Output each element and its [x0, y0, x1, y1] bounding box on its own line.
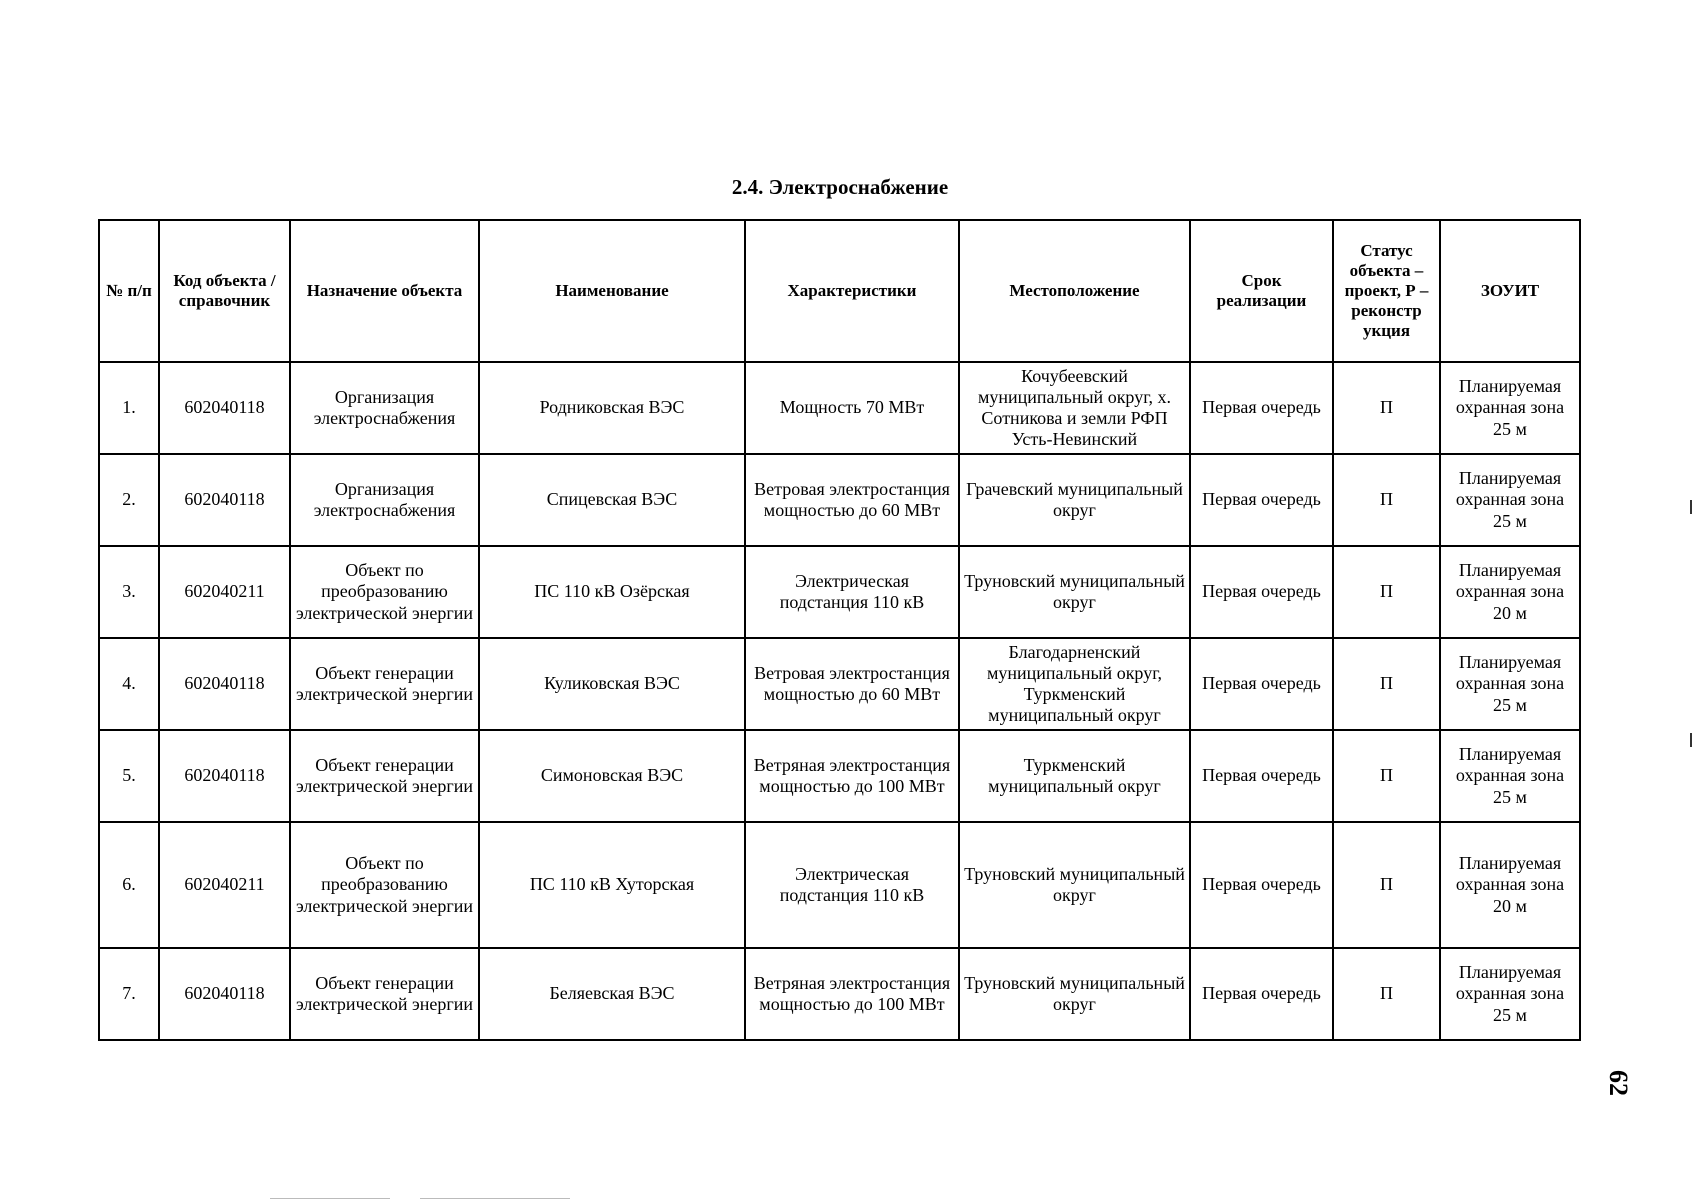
margin-mark — [1690, 500, 1692, 514]
cell-term: Первая очередь — [1190, 638, 1333, 730]
cell-characteristics: Электрическая подстанция 110 кВ — [745, 546, 959, 638]
cell-status: П — [1333, 546, 1440, 638]
cell-location: Благодарненский муниципальный округ, Туркменский муниципальный округ — [959, 638, 1190, 730]
table-row — [99, 822, 1580, 948]
cell-purpose: Объект по преобразованию электрической энергии — [290, 822, 479, 948]
cell-location: Труновский муниципальный округ — [959, 822, 1190, 948]
cell-name: Беляевская ВЭС — [479, 948, 745, 1040]
table-header-row — [99, 220, 1580, 362]
cell-location: Труновский муниципальный округ — [959, 948, 1190, 1040]
cell-term: Первая очередь — [1190, 822, 1333, 948]
header-zouit: ЗОУИТ — [1440, 220, 1580, 362]
header-name: Наименование — [479, 220, 745, 362]
cell-status: П — [1333, 730, 1440, 822]
cell-characteristics: Ветровая электростанция мощностью до 60 МВт — [745, 638, 959, 730]
cell-status: П — [1333, 638, 1440, 730]
cell-term: Первая очередь — [1190, 454, 1333, 546]
cell-object-code: 602040211 — [159, 546, 290, 638]
cell-zouit: Планируемая охранная зона 25 м — [1440, 638, 1580, 730]
cell-status: П — [1333, 454, 1440, 546]
cell-characteristics: Ветряная электростанция мощностью до 100 МВт — [745, 730, 959, 822]
cell-zouit: Планируемая охранная зона 25 м — [1440, 362, 1580, 454]
cell-number: 6. — [99, 822, 159, 948]
margin-mark — [1690, 733, 1692, 747]
cell-name: Куликовская ВЭС — [479, 638, 745, 730]
cell-term: Первая очередь — [1190, 362, 1333, 454]
cell-object-code: 602040118 — [159, 948, 290, 1040]
cell-object-code: 602040118 — [159, 362, 290, 454]
cell-number: 7. — [99, 948, 159, 1040]
cell-number: 4. — [99, 638, 159, 730]
table-row — [99, 546, 1580, 638]
cell-object-code: 602040118 — [159, 730, 290, 822]
cell-zouit: Планируемая охранная зона 20 м — [1440, 822, 1580, 948]
table-row — [99, 948, 1580, 1040]
cell-characteristics: Ветровая электростанция мощностью до 60 МВт — [745, 454, 959, 546]
table-row — [99, 730, 1580, 822]
cell-object-code: 602040211 — [159, 822, 290, 948]
cell-zouit: Планируемая охранная зона 25 м — [1440, 948, 1580, 1040]
cell-name: ПС 110 кВ Хуторская — [479, 822, 745, 948]
cell-name: ПС 110 кВ Озёрская — [479, 546, 745, 638]
cell-purpose: Объект генерации электрической энергии — [290, 638, 479, 730]
cell-term: Первая очередь — [1190, 948, 1333, 1040]
cell-status: П — [1333, 948, 1440, 1040]
cell-object-code: 602040118 — [159, 638, 290, 730]
cell-purpose: Объект генерации электрической энергии — [290, 948, 479, 1040]
header-number: № п/п — [99, 220, 159, 362]
cell-number: 3. — [99, 546, 159, 638]
cell-location: Труновский муниципальный округ — [959, 546, 1190, 638]
cell-location: Туркменский муниципальный округ — [959, 730, 1190, 822]
cell-number: 2. — [99, 454, 159, 546]
cell-purpose: Организация электроснабжения — [290, 362, 479, 454]
header-term: Срок реализации — [1190, 220, 1333, 362]
cell-zouit: Планируемая охранная зона 25 м — [1440, 730, 1580, 822]
cell-term: Первая очередь — [1190, 546, 1333, 638]
cell-characteristics: Электрическая подстанция 110 кВ — [745, 822, 959, 948]
cell-zouit: Планируемая охранная зона 25 м — [1440, 454, 1580, 546]
scan-artifact — [420, 1198, 570, 1199]
table-row — [99, 454, 1580, 546]
cell-purpose: Объект генерации электрической энергии — [290, 730, 479, 822]
cell-status: П — [1333, 362, 1440, 454]
table-row — [99, 362, 1580, 454]
cell-term: Первая очередь — [1190, 730, 1333, 822]
cell-name: Симоновская ВЭС — [479, 730, 745, 822]
cell-object-code: 602040118 — [159, 454, 290, 546]
cell-characteristics: Ветряная электростанция мощностью до 100 МВт — [745, 948, 959, 1040]
cell-zouit: Планируемая охранная зона 20 м — [1440, 546, 1580, 638]
cell-name: Спицевская ВЭС — [479, 454, 745, 546]
cell-location: Кочубеевский муниципальный округ, х. Сотникова и земли РФП Усть-Невинский — [959, 362, 1190, 454]
cell-purpose: Организация электроснабжения — [290, 454, 479, 546]
cell-name: Родниковская ВЭС — [479, 362, 745, 454]
page-number: 62 — [1604, 1070, 1633, 1096]
header-location: Местоположение — [959, 220, 1190, 362]
cell-number: 5. — [99, 730, 159, 822]
header-characteristics: Характеристики — [745, 220, 959, 362]
cell-characteristics: Мощность 70 МВт — [745, 362, 959, 454]
header-status: Статус объекта – проект, Р – реконстр укция — [1333, 220, 1440, 362]
power-supply-table — [98, 219, 1581, 1041]
cell-location: Грачевский муниципальный округ — [959, 454, 1190, 546]
table-row — [99, 638, 1580, 730]
section-title: 2.4. Электроснабжение — [731, 175, 949, 199]
header-purpose: Назначение объекта — [290, 220, 479, 362]
header-object-code: Код объекта / справочник — [159, 220, 290, 362]
scan-artifact — [270, 1198, 390, 1199]
cell-status: П — [1333, 822, 1440, 948]
cell-purpose: Объект по преобразованию электрической энергии — [290, 546, 479, 638]
cell-number: 1. — [99, 362, 159, 454]
